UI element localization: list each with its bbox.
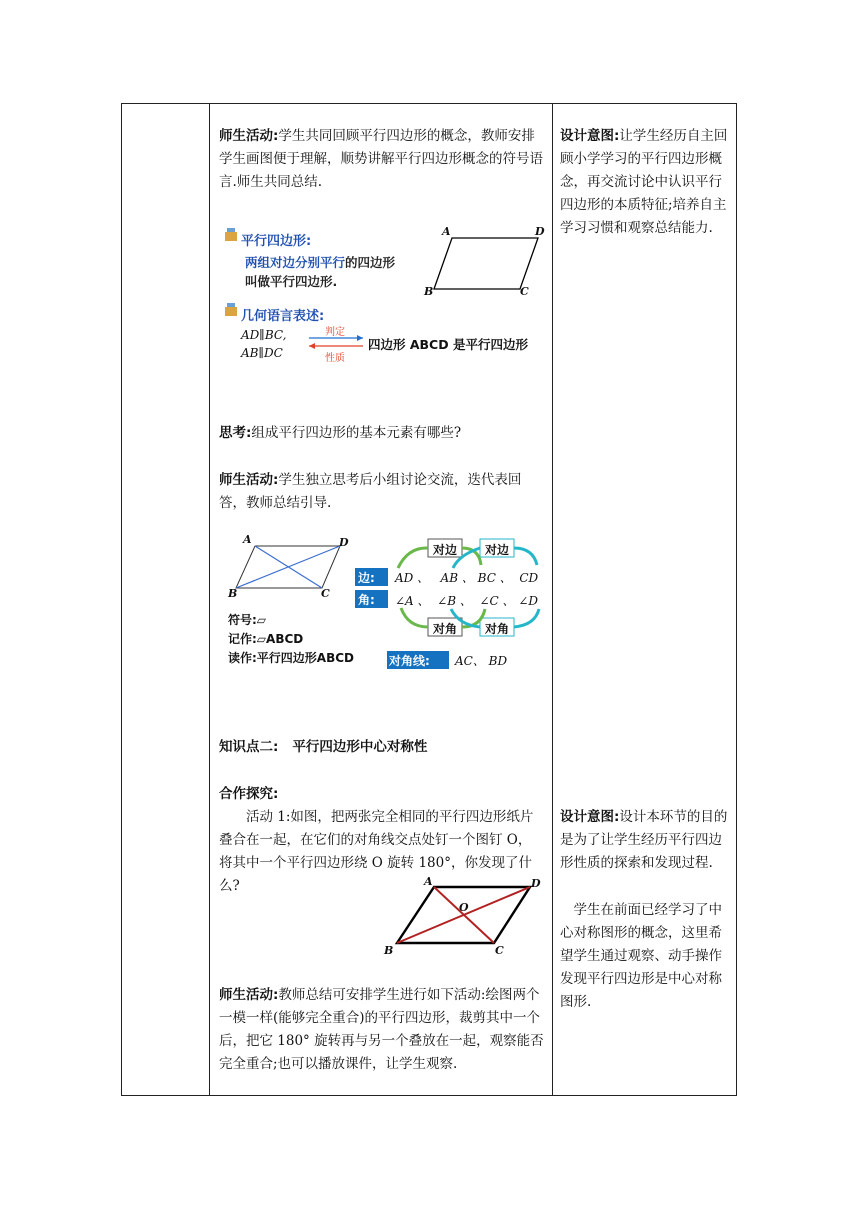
edges-list: AD 、 AB 、 BC 、 CD [395, 571, 539, 585]
activity-paragraph-3: 师生活动:教师总结可安排学生进行如下活动:绘图两个一模一样(能够完全重合)的平行四边形，裁剪其中一个后，把它 180° 旋转再与另一个叠放在一起，观察能否完全重合;也可以播放课件，让学生观察. [219, 987, 544, 1072]
geometry-language-title: 几何语言表述: [241, 309, 325, 324]
opposite-side-label-1: 对边 [433, 543, 458, 557]
definition-line-1: 两组对边分别平行的四边形 [245, 255, 396, 270]
diagonal-bd-3 [397, 887, 530, 943]
teal-arrow-bottom-right [514, 609, 539, 627]
vertex-d-2: D [339, 536, 349, 549]
basic-elements-figure [223, 533, 549, 673]
think-paragraph: 思考:组成平行四边形的基本元素有哪些? [219, 425, 462, 441]
parallelogram-shape [434, 238, 538, 289]
design-intent-1: 设计意图:让学生经历自主回顾小学学习的平行四边形概念，再交流讨论中认识平行四边形的本质特征;培养自主学习习惯和观察总结能力. [560, 128, 728, 236]
definition-title: 平行四边形: [241, 234, 312, 249]
arrow-left-head [309, 343, 315, 349]
arrow-right-head [357, 335, 363, 341]
edge-label: 边: [358, 571, 375, 585]
conclusion-text: 四边形 ABCD 是平行四边形 [368, 337, 528, 352]
activity-paragraph-1: 师生活动:学生共同回顾平行四边形的概念，教师安排学生画图便于理解，顺势讲解平行四边形概念的符号语言.师生共同总结. [219, 128, 543, 190]
green-arrow-bottom-left [401, 608, 428, 627]
notation-line: 记作:▱ABCD [228, 632, 304, 646]
green-arrow-top-left [398, 548, 428, 568]
activity-paragraph-2: 师生活动:学生独立思考后小组讨论交流，迭代表回答，教师总结引导. [219, 472, 522, 511]
rotation-figure-svg [380, 875, 546, 961]
vertex-d-3: D [531, 877, 541, 890]
diagonal-label: 对角线: [389, 654, 430, 668]
symbol-line: 符号:▱ [228, 613, 267, 627]
parallelogram-definition-figure [223, 223, 543, 363]
book-icon [225, 228, 237, 241]
vertex-c-2: C [321, 587, 330, 600]
rotation-parallelogram-figure [380, 875, 546, 961]
vertex-c: C [520, 285, 529, 298]
reading-line: 读作:平行四边形ABCD [228, 651, 355, 665]
teal-arrow-top-right [514, 548, 537, 565]
cooperative-inquiry-label: 合作探究: [219, 786, 279, 802]
book-icon-2 [225, 303, 237, 316]
vertex-b-3: B [384, 944, 394, 957]
condition-1: AD∥BC, [241, 328, 287, 342]
vertex-a-3: A [424, 875, 433, 888]
design-intent-2: 设计意图:设计本环节的目的是为了让学生经历平行四边形性质的探索和发现过程. [560, 809, 728, 871]
arrow-label-bottom: 性质 [325, 353, 345, 364]
vertex-d: D [535, 225, 545, 238]
angles-list: ∠A 、 ∠B 、 ∠C 、 ∠D [395, 594, 539, 608]
vertex-b: B [424, 285, 434, 298]
angle-label: 角: [358, 593, 375, 607]
definition-line-2: 叫做平行四边形. [245, 274, 338, 289]
opposite-side-label-2: 对边 [485, 543, 510, 557]
arrow-label-top: 判定 [325, 327, 345, 338]
lesson-table [121, 103, 737, 1096]
opposite-angle-label-2: 对角 [485, 622, 510, 636]
center-o: O [459, 901, 469, 914]
design-intent-2b: 学生在前面已经学习了中心对称图形的概念，这里希望学生通过观察、动手操作发现平行四边形是中心对称图形. [560, 902, 722, 1010]
vertex-c-3: C [495, 944, 504, 957]
activity-one-paragraph: 活动 1:如图，把两张完全相同的平行四边形纸片叠合在一起，在它们的对角线交点处钉一个图钉 O，将其中一个平行四边形绕 O 旋转 180°，你发现了什么? [219, 809, 534, 894]
condition-2: AB∥DC [241, 346, 283, 360]
diagonals-list: AC、 BD [455, 654, 508, 668]
column-divider-2 [552, 104, 553, 1095]
vertex-a: A [442, 225, 451, 238]
column-divider-1 [209, 104, 210, 1095]
knowledge-point-2: 知识点二: 平行四边形中心对称性 [219, 739, 428, 755]
vertex-a-2: A [243, 533, 252, 546]
vertex-b-2: B [228, 587, 238, 600]
opposite-angle-label-1: 对角 [433, 622, 458, 636]
